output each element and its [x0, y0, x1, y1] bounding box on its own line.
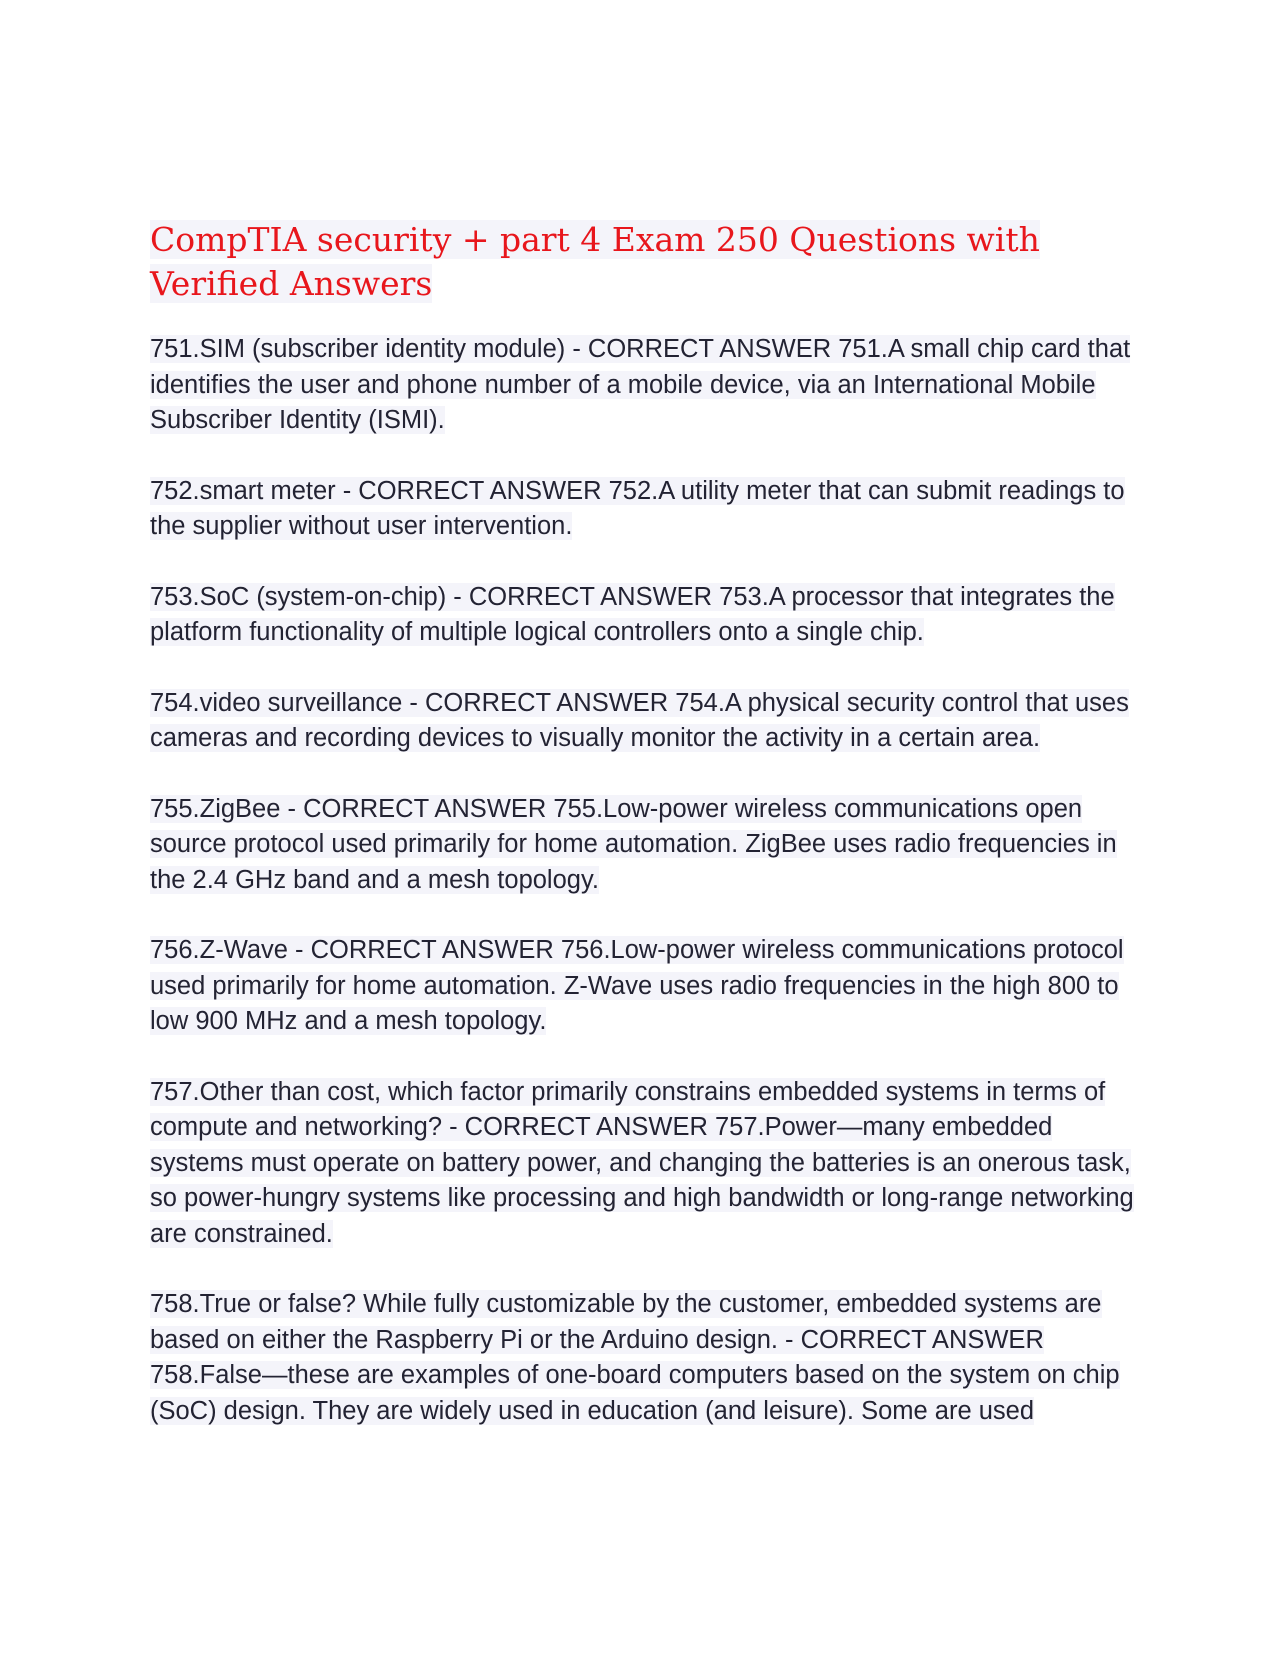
qa-entry-751	[150, 332, 1140, 439]
qa-entry-753	[150, 580, 1140, 651]
qa-entry-755	[150, 792, 1140, 899]
document-content	[150, 218, 1140, 1464]
qa-entry-text: 752.smart meter - CORRECT ANSWER 752.A utility meter that can submit readings to the supplier without user intervention.	[150, 476, 1125, 540]
document-title-text: CompTIA security + part 4 Exam 250 Questions with Verified Answers	[150, 220, 1040, 303]
qa-entry-756	[150, 933, 1140, 1040]
qa-entry-758	[150, 1287, 1140, 1429]
qa-entry-752	[150, 474, 1140, 545]
qa-entry-text: 754.video surveillance - CORRECT ANSWER 754.A physical security control that uses cameras and recording devices to visually monitor the activity in a certain area.	[150, 688, 1129, 752]
qa-entry-text: 751.SIM (subscriber identity module) - CORRECT ANSWER 751.A small chip card that identifies the user and phone number of a mobile device, via an International Mobile Subscriber Identity (ISMI).	[150, 335, 1131, 434]
qa-entry-text: 757.Other than cost, which factor primarily constrains embedded systems in terms of compute and networking? - CORRECT ANSWER 757.Power—many embedded systems must operate on battery power, and changing the batteries is an onerous task, so power-hungry systems like processing and high bandwidth or long-range networking are constrained.	[150, 1077, 1134, 1248]
qa-entry-text: 755.ZigBee - CORRECT ANSWER 755.Low-power wireless communications open source protocol used primarily for home automation. ZigBee uses radio frequencies in the 2.4 GHz band and a mesh topology.	[150, 794, 1117, 894]
document-title	[150, 218, 1140, 306]
qa-entry-754	[150, 686, 1140, 757]
qa-entry-text: 753.SoC (system-on-chip) - CORRECT ANSWER 753.A processor that integrates the platform functionality of multiple logical controllers onto a single chip.	[150, 582, 1115, 646]
qa-entry-text: 756.Z-Wave - CORRECT ANSWER 756.Low-power wireless communications protocol used primarily for home automation. Z-Wave uses radio frequencies in the high 800 to low 900 MHz and a mesh topology.	[150, 936, 1124, 1035]
qa-entry-757	[150, 1075, 1140, 1253]
qa-entry-text: 758.True or false? While fully customizable by the customer, embedded systems are based on either the Raspberry Pi or the Arduino design. - CORRECT ANSWER 758.False—these are examples of one-board computers based on the system on chip (SoC) design. They are widely used in education (and leisure). Some are used	[150, 1290, 1120, 1425]
